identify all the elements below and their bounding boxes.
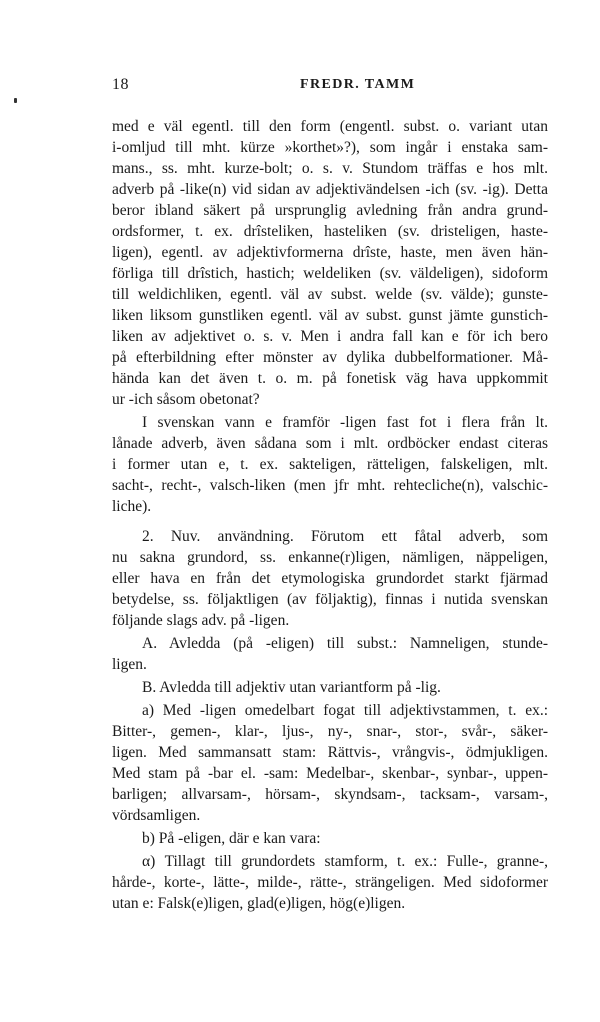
text-line: sacht-, recht-, valsch-liken (men jfr mht. rehtecliche(n), valschic- [112, 477, 548, 494]
text-line: I svenskan vann e framför -ligen fast fot i flera från lt. [142, 414, 548, 431]
text-line: betydelse, ss. följaktligen (av följaktig), finnas i nutida svenskan [112, 591, 548, 608]
text-line: i former utan e, t. ex. sakteligen, rätteligen, falskeligen, mlt. [112, 456, 548, 473]
running-head: FREDR. TAMM [300, 77, 416, 92]
text-line: på efterbildning efter mönster av dylika dubbelformationer. Må- [112, 349, 548, 366]
text-line: med e väl egentl. till den form (engentl. subst. o. variant utan [112, 118, 548, 135]
text-line: a) Med -ligen omedelbart fogat till adjektivstammen, t. ex.: [142, 702, 548, 719]
text-line: följande slags adv. på -ligen. [112, 612, 290, 629]
text-line: B. Avledda till adjektiv utan variantform på -lig. [142, 679, 441, 696]
text-line: liken liksom gunstliken egentl. väl av subst. gunst jämte gunstich- [112, 307, 548, 324]
page-header [112, 76, 548, 96]
text-line: ligen. [112, 656, 147, 673]
text-line: ligen. Med sammansatt stam: Rättvis-, vrångvis-, ödmjukligen. [112, 744, 548, 761]
text-line: nu sakna grundord, ss. enkanne(r)ligen, nämligen, näppeligen, [112, 549, 548, 566]
text-line: ur -ich såsom obetonat? [112, 391, 260, 408]
text-line: A. Avledda (på -eligen) till subst.: Namneligen, stunde- [142, 635, 548, 652]
text-line: liken av adjektivet o. s. v. Men i andra fall kan e för ich bero [112, 328, 548, 345]
text-line: b) På -eligen, där e kan vara: [142, 830, 321, 847]
text-line: α) Tillagt till grundordets stamform, t. ex.: Fulle-, granne-, [142, 853, 548, 870]
text-line: utan e: Falsk(e)ligen, glad(e)ligen, hög(e)ligen. [112, 895, 406, 912]
text-line: Med stam på -bar el. -sam: Medelbar-, skenbar-, synbar-, uppen- [112, 765, 548, 782]
text-line: mans., ss. mht. kurze-bolt; o. s. v. Stundom träffas e hos mlt. [112, 160, 548, 177]
text-line: lånade adverb, även sådana som i mlt. ordböcker endast citeras [112, 435, 548, 452]
text-line: ligen), egentl. av adjektivformerna drîste, haste, men även hän- [112, 244, 548, 261]
text-line: liche). [112, 498, 152, 515]
text-line: hårde-, korte-, lätte-, milde-, rätte-, strängeligen. Med sidoformer [112, 874, 548, 891]
text-line: förliga till drîstich, hastich; weldeliken (sv. väldeligen), sidoform [112, 265, 548, 282]
text-line: Bitter-, gemen-, klar-, ljus-, ny-, snar-, stor-, svår-, säker- [112, 723, 548, 740]
text-line: till weldichliken, egentl. väl av subst. welde (sv. välde); gunste- [112, 286, 548, 303]
text-line: ordsformer, t. ex. drîsteliken, hasteliken (sv. dristeligen, haste- [112, 223, 548, 240]
text-line: eller hava en från det etymologiska grundordet starkt fjärmad [112, 570, 548, 587]
text-line: i-omljud till mht. kürze »korthet»?), som ingår i enstaka sam- [112, 139, 548, 156]
section-heading-line: 2. Nuv. användning. Förutom ett fåtal adverb, som [142, 528, 548, 545]
text-line: beror ibland säkert på ursprunglig avledning från andra grund- [112, 202, 548, 219]
text-line: barligen; allvarsam-, hörsam-, skyndsam-, tacksam-, varsam-, [112, 786, 548, 803]
text-line: vördsamligen. [112, 807, 201, 824]
text-line: adverb på -like(n) vid sidan av adjektivändelsen -ich (sv. -ig). Detta [112, 181, 548, 198]
page-number: 18 [112, 76, 129, 93]
text-line: hända kan det även t. o. m. på fonetisk väg hava uppkommit [112, 370, 548, 387]
ink-speck [14, 98, 17, 103]
